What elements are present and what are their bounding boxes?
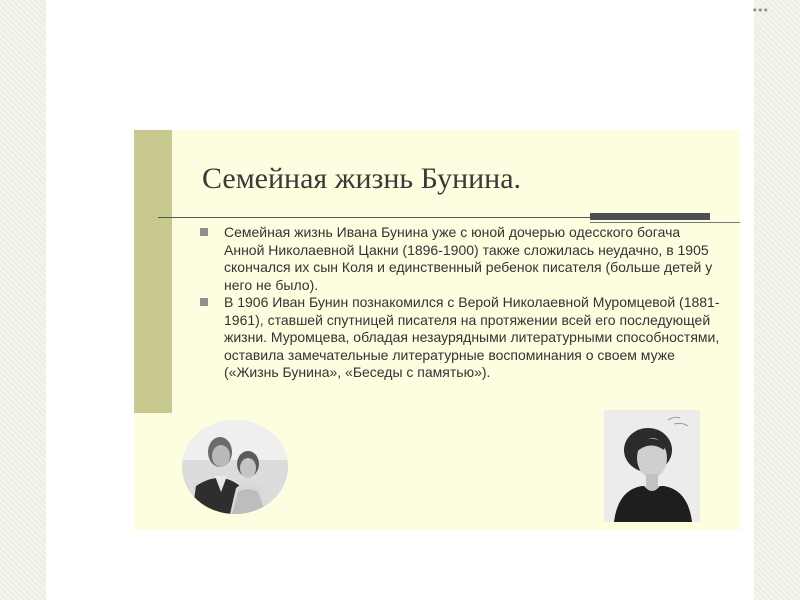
bullet-text: В 1906 Иван Бунин познакомился с Верой Николаевной Муромцевой (1881-1961), ставшей спутницей писателя на протяжении всей его последующей жизни. Муромцева, обладая незаурядными литературными способностями, оставила замечательные литературные воспоминания о своем муже («Жизнь Бунина», «Беседы с памятью»).	[224, 294, 720, 380]
ellipsis-icon: •••	[751, 4, 768, 17]
slide	[134, 130, 740, 530]
slide-title: Семейная жизнь Бунина.	[202, 162, 522, 195]
title-accent-bar	[590, 213, 710, 220]
bullet-item	[200, 294, 720, 382]
bullet-item	[200, 224, 720, 294]
title-divider	[158, 217, 624, 218]
couple-portrait-photo	[182, 420, 288, 514]
bullet-list	[200, 224, 720, 382]
woman-portrait-photo	[604, 410, 700, 522]
bullet-text: Семейная жизнь Ивана Бунина уже с юной дочерью одесского богача Анной Николаевной Цакни (1896-1900) также сложилась неудачно, в 1905 скончался их сын Коля и единственный ребенок писателя (больше детей у него не было).	[224, 224, 713, 293]
bullet-square-icon	[200, 228, 208, 236]
frame-left-margin	[0, 0, 46, 600]
title-accent-line	[590, 222, 740, 223]
bullet-square-icon	[200, 298, 208, 306]
frame-right-margin	[751, 0, 800, 600]
slide-side-bar	[134, 130, 172, 413]
